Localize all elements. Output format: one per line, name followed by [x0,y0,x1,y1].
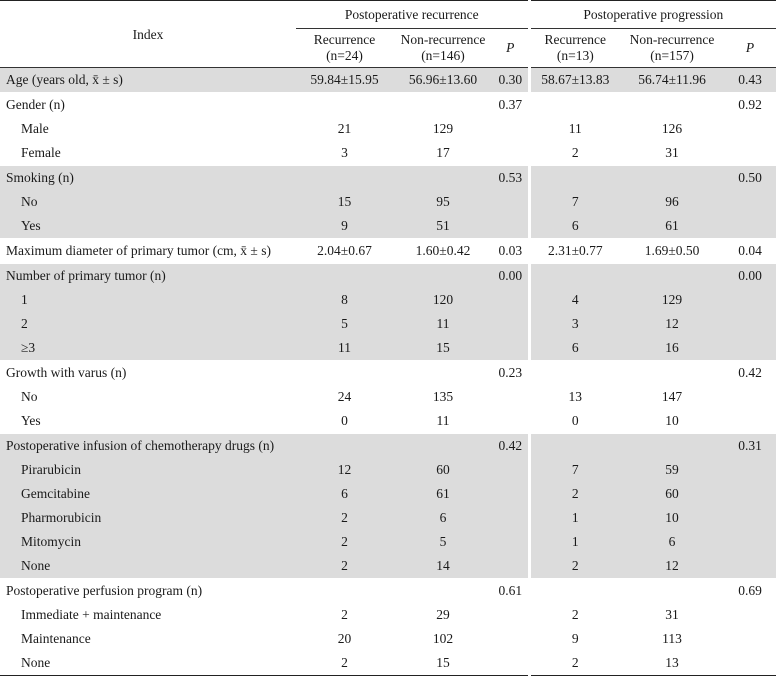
p-value-cell [724,530,776,554]
value-cell: 11 [529,117,620,141]
row-label: None [0,651,296,676]
value-cell [393,93,493,118]
row-label: 2 [0,312,296,336]
row-label: Yes [0,214,296,239]
row-label: No [0,190,296,214]
p-value-cell [493,312,529,336]
value-cell: 31 [665,145,679,160]
value-cell: 10 [620,506,724,530]
table-row [0,288,776,312]
p-value-cell [493,190,529,214]
row-label: None [0,554,296,579]
p-value-cell: 0.69 [724,579,776,604]
row-label: Maintenance [21,631,91,646]
table-row [0,506,776,530]
col-header-nonrecurrence-1: Non-recurrence (n=146) [393,29,493,68]
p-value-cell [724,482,776,506]
p-value-cell [724,117,776,141]
value-cell: 0 [341,413,348,428]
row-label: Gemcitabine [0,482,296,506]
table-row [0,166,776,191]
table-row [0,530,776,554]
p-value-cell: 0.04 [724,239,776,264]
value-cell: 15 [296,190,393,214]
value-cell [296,579,393,604]
value-cell: 12 [296,458,393,482]
p-value-cell: 0.00 [493,264,529,289]
p-value-cell: 0.37 [493,93,529,118]
value-cell [529,264,620,289]
value-cell [529,361,620,386]
row-label: Number of primary tumor (n) [0,264,296,289]
p-value-cell [493,141,529,166]
p-value-cell [493,214,529,239]
p-value-cell [724,506,776,530]
p-value-cell [493,409,529,434]
value-cell: 1 [529,506,620,530]
value-cell: 14 [393,554,493,579]
value-cell: 2.04±0.67 [296,239,393,264]
value-cell: 135 [432,389,454,404]
table-row [0,603,776,627]
group-recurrence-header: Postoperative recurrence [296,1,529,29]
p-value-cell [493,554,529,579]
table-row [0,264,776,289]
value-cell: 3 [529,312,620,336]
col-header-recurrence-1: Recurrence (n=24) [296,29,393,68]
value-cell: 56.96±13.60 [393,68,493,93]
p-value-cell [724,288,776,312]
value-cell: 15 [393,336,493,361]
p-value-cell [493,482,529,506]
row-label: Female [21,145,61,160]
row-label: Postoperative perfusion program (n) [0,579,296,604]
value-cell: 11 [436,413,450,428]
p-value-cell: 0.03 [493,239,529,264]
value-cell: 102 [432,631,454,646]
col-header-p-1: P [493,29,529,68]
p-value-cell [724,336,776,361]
row-label: Male [21,121,49,136]
value-cell: 59 [620,458,724,482]
row-label: Pirarubicin [0,458,296,482]
value-cell: 2 [341,607,348,622]
group-progression-header: Postoperative progression [529,1,776,29]
value-cell: 6 [529,214,620,239]
row-label: Postoperative infusion of chemotherapy drugs (n) [0,434,296,459]
value-cell [529,579,620,604]
p-value-cell: 0.42 [724,361,776,386]
value-cell: 6 [529,336,620,361]
p-value-cell: 0.92 [724,93,776,118]
value-cell: 0 [529,409,620,434]
p-value-cell [724,190,776,214]
value-cell: 61 [393,482,493,506]
table-row [0,409,776,434]
table-row [0,68,776,93]
value-cell: 17 [436,145,450,160]
value-cell [393,361,493,386]
p-value-cell [724,141,776,166]
value-cell: 2 [529,482,620,506]
value-cell: 2.31±0.77 [529,239,620,264]
p-value-cell [724,458,776,482]
table-row [0,141,776,166]
value-cell: 6 [296,482,393,506]
value-cell: 4 [529,288,620,312]
row-label: Growth with varus (n) [0,361,296,386]
p-value-cell [493,651,529,676]
p-value-cell [724,651,776,676]
p-value-cell [493,288,529,312]
p-value-cell [493,530,529,554]
table-row [0,190,776,214]
value-cell: 29 [436,607,450,622]
row-label: Immediate + maintenance [21,607,162,622]
value-cell: 31 [665,607,679,622]
value-cell [620,434,724,459]
table-row [0,554,776,579]
value-cell [393,434,493,459]
p-value-cell [493,603,529,627]
p-value-cell [724,214,776,239]
p-value-cell [724,554,776,579]
row-label: No [21,389,38,404]
value-cell: 96 [620,190,724,214]
value-cell: 9 [529,627,620,651]
row-label: Pharmorubicin [0,506,296,530]
table-body [0,68,776,676]
value-cell: 1 [529,530,620,554]
value-cell: 10 [665,413,679,428]
value-cell: 12 [620,554,724,579]
p-value-cell [493,385,529,409]
value-cell [620,264,724,289]
row-label: 1 [0,288,296,312]
value-cell: 6 [393,506,493,530]
value-cell: 56.74±11.96 [620,68,724,93]
value-cell: 1.69±0.50 [620,239,724,264]
value-cell [620,166,724,191]
p-value-cell: 0.42 [493,434,529,459]
value-cell [529,166,620,191]
value-cell [620,579,724,604]
value-cell [296,166,393,191]
value-cell [296,361,393,386]
p-value-cell [493,506,529,530]
value-cell: 5 [393,530,493,554]
value-cell: 15 [393,651,493,676]
value-cell: 2 [296,651,393,676]
row-label: Maximum diameter of primary tumor (cm, x̄ ± s) [0,239,296,264]
value-cell: 51 [393,214,493,239]
value-cell [393,264,493,289]
row-label: Gender (n) [0,93,296,118]
value-cell [393,166,493,191]
table-row [0,458,776,482]
row-label: Mitomycin [0,530,296,554]
value-cell [393,579,493,604]
p-value-cell: 0.43 [724,68,776,93]
value-cell: 2 [296,506,393,530]
value-cell: 8 [296,288,393,312]
value-cell: 59.84±15.95 [296,68,393,93]
p-value-cell: 0.00 [724,264,776,289]
table-row [0,579,776,604]
value-cell: 13 [620,651,724,676]
value-cell [620,93,724,118]
value-cell [620,361,724,386]
value-cell: 21 [337,121,352,136]
p-value-cell: 0.23 [493,361,529,386]
value-cell: 2 [296,530,393,554]
value-cell: 16 [620,336,724,361]
value-cell: 1.60±0.42 [393,239,493,264]
value-cell [529,434,620,459]
value-cell: 2 [529,651,620,676]
p-value-cell: 0.30 [493,68,529,93]
value-cell: 147 [661,389,683,404]
table-row [0,482,776,506]
value-cell [296,93,393,118]
table-row [0,385,776,409]
p-value-cell [493,458,529,482]
value-cell: 113 [662,631,682,646]
value-cell [296,264,393,289]
value-cell: 3 [341,145,348,160]
value-cell: 129 [432,121,454,136]
value-cell: 120 [393,288,493,312]
p-value-cell [724,385,776,409]
p-value-cell [724,312,776,336]
p-value-cell [724,603,776,627]
value-cell: 13 [529,385,620,409]
row-label: ≥3 [0,336,296,361]
value-cell: 6 [620,530,724,554]
table-row [0,117,776,141]
value-cell: 126 [661,121,683,136]
col-header-p-2: P [724,29,776,68]
value-cell [296,434,393,459]
p-value-cell: 0.50 [724,166,776,191]
value-cell: 58.67±13.83 [529,68,620,93]
value-cell: 7 [529,190,620,214]
value-cell [529,93,620,118]
value-cell: 2 [529,603,620,627]
value-cell: 61 [620,214,724,239]
p-value-cell [493,336,529,361]
table-row [0,651,776,676]
value-cell: 60 [393,458,493,482]
value-cell: 11 [296,336,393,361]
col-header-nonrecurrence-2: Non-recurrence (n=157) [620,29,724,68]
row-label: Age (years old, x̄ ± s) [0,68,296,93]
p-value-cell: 0.53 [493,166,529,191]
p-value-cell: 0.61 [493,579,529,604]
value-cell: 24 [337,389,352,404]
row-label: Yes [21,413,41,428]
table-row [0,214,776,239]
row-label: Smoking (n) [0,166,296,191]
p-value-cell [724,409,776,434]
header-row-groups [0,1,776,29]
value-cell: 9 [296,214,393,239]
table-row [0,312,776,336]
col-header-recurrence-2: Recurrence (n=13) [529,29,620,68]
value-cell: 12 [620,312,724,336]
value-cell: 2 [529,141,620,166]
value-cell: 11 [393,312,493,336]
value-cell: 7 [529,458,620,482]
value-cell: 20 [337,631,352,646]
value-cell: 129 [620,288,724,312]
value-cell: 60 [620,482,724,506]
table-row [0,434,776,459]
value-cell: 2 [529,554,620,579]
value-cell: 2 [296,554,393,579]
p-value-cell [493,627,529,651]
table-row [0,93,776,118]
index-header: Index [0,1,296,68]
p-value-cell [724,627,776,651]
p-value-cell [493,117,529,141]
table-row [0,239,776,264]
p-value-cell: 0.31 [724,434,776,459]
table-row [0,361,776,386]
table-row [0,627,776,651]
value-cell: 5 [296,312,393,336]
value-cell: 95 [393,190,493,214]
table-row [0,336,776,361]
